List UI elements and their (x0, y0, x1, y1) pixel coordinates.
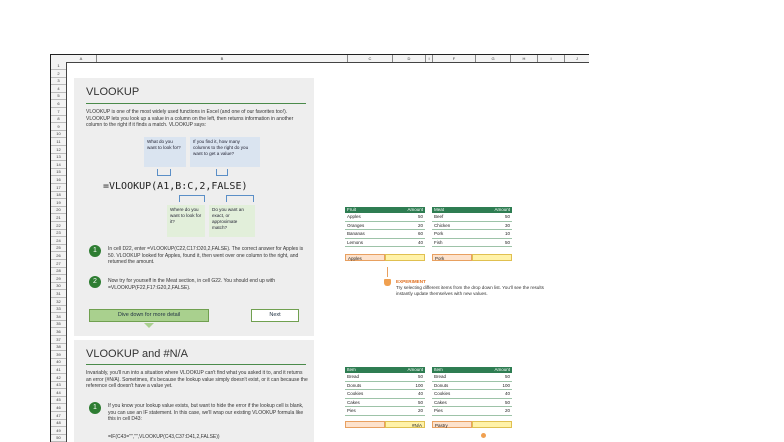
column-header[interactable]: D (393, 55, 426, 62)
row-header[interactable]: 6 (51, 100, 66, 108)
row-header[interactable]: 19 (51, 199, 66, 207)
table-row[interactable]: Bananas 60 (345, 230, 425, 239)
vlookup-syntax: =VLOOKUP(A1,B:C,2,FALSE) (103, 181, 248, 192)
column-header[interactable]: H (511, 55, 538, 62)
column-header[interactable]: J (565, 55, 589, 62)
row-header[interactable]: 22 (51, 222, 66, 230)
column-header[interactable]: I (538, 55, 565, 62)
na-title: VLOOKUP and #N/A (86, 348, 188, 360)
bracket-table-range (179, 195, 205, 202)
item-2-lookup-result[interactable] (472, 421, 512, 428)
item-table-2 (432, 367, 512, 416)
step-2-text: Now try for yourself in the Meat section, in cell G22. You should end up with =VLOOKUP(F22,F17:G20,2,FALSE). (108, 278, 276, 291)
row-header[interactable]: 40 (51, 358, 66, 366)
table-row[interactable]: Donuts 100 (432, 382, 512, 391)
experiment-text: Try selecting different items from the drop down list. You'll see the results instantly update themselves with new values. (396, 285, 544, 296)
row-header[interactable]: 28 (51, 267, 66, 275)
table-row[interactable]: Lemons 40 (345, 239, 425, 248)
chevron-down-icon (144, 323, 154, 328)
title-underline (86, 103, 306, 104)
column-header[interactable]: G (476, 55, 511, 62)
row-header[interactable]: 18 (51, 191, 66, 199)
row-header[interactable]: 49 (51, 427, 66, 435)
vlookup-title: VLOOKUP (86, 86, 140, 98)
callout-where-to-look: Where do you want to look for it? (167, 205, 205, 237)
na-intro: Invariably, you'll run into a situation where VLOOKUP can't find what you asked it to, and it returns an error (#N/A). Sometimes, it's because the lookup value simply doesn't exist, or it can because the reference cell doesn't have a value yet. (86, 370, 308, 389)
fruit-lookup-dropdown[interactable]: Apples (345, 254, 385, 261)
column-header[interactable]: C (348, 55, 393, 62)
row-header[interactable]: 20 (51, 206, 66, 214)
row-header[interactable]: 48 (51, 419, 66, 427)
row-header[interactable]: 36 (51, 328, 66, 336)
na-step-1-text: If you know your lookup value exists, but want to hide the error if the lookup cell is blank, you can use an IF statement. In this case, we'll wrap our existing VLOOKUP formula like this in cell D43: (108, 403, 304, 422)
fruit-table (345, 207, 425, 247)
table-row[interactable]: Cakes 50 (345, 399, 425, 408)
row-header[interactable]: 5 (51, 92, 66, 100)
row-header[interactable]: 7 (51, 108, 66, 116)
table-row[interactable]: Cookies 40 (345, 390, 425, 399)
row-header[interactable]: 12 (51, 146, 66, 154)
title-underline (86, 364, 306, 365)
row-header[interactable]: 37 (51, 336, 66, 344)
table-row[interactable]: Apples 50 (345, 213, 425, 222)
column-header[interactable]: A (66, 55, 97, 62)
header-amount[interactable]: Amount (494, 207, 510, 212)
row-header[interactable]: 38 (51, 343, 66, 351)
table-row[interactable]: Pies 20 (345, 407, 425, 416)
table-row[interactable]: Pies 20 (432, 407, 512, 416)
table-row[interactable]: Bread 50 (432, 373, 512, 382)
row-header[interactable]: 45 (51, 396, 66, 404)
header-amount[interactable]: Amount (407, 367, 423, 372)
row-header[interactable]: 23 (51, 229, 66, 237)
row-header[interactable]: 2 (51, 70, 66, 78)
bracket-lookup-value (157, 169, 171, 176)
na-formula: =IF(C43="","",VLOOKUP(C43,C37:D41,2,FALSE)) (108, 434, 220, 440)
row-header[interactable]: 24 (51, 237, 66, 245)
table-row[interactable]: Pork 10 (432, 230, 512, 239)
row-header[interactable]: 27 (51, 260, 66, 268)
row-header[interactable]: 47 (51, 412, 66, 420)
item-1-lookup-result[interactable]: #N/A (385, 421, 425, 428)
next-button[interactable]: Next (251, 309, 299, 322)
row-headers (51, 62, 67, 442)
item-2-lookup-dropdown[interactable]: Pastry (432, 421, 472, 428)
experiment-connector (387, 267, 388, 277)
table-row[interactable]: Donuts 100 (345, 382, 425, 391)
row-header[interactable]: 21 (51, 214, 66, 222)
row-header[interactable]: 31 (51, 290, 66, 298)
row-header[interactable]: 30 (51, 282, 66, 290)
row-header[interactable]: 14 (51, 161, 66, 169)
row-header[interactable]: 35 (51, 320, 66, 328)
row-header[interactable]: 10 (51, 130, 66, 138)
step-2-badge: 2 (89, 276, 101, 288)
header-item[interactable]: Item (434, 367, 443, 372)
row-header[interactable]: 46 (51, 404, 66, 412)
callout-match-type: Do you want an exact, or approximate match? (209, 205, 255, 237)
table-row[interactable]: Chicken 30 (432, 222, 512, 231)
bracket-match-type (226, 195, 254, 202)
row-header[interactable]: 25 (51, 244, 66, 252)
meat-lookup-dropdown[interactable]: Pork (432, 254, 472, 261)
experiment-marker-icon (481, 433, 486, 438)
row-header[interactable]: 16 (51, 176, 66, 184)
na-step-1-badge: 1 (89, 402, 101, 414)
dive-down-button[interactable]: Dive down for more detail (89, 309, 209, 322)
row-header[interactable]: 8 (51, 115, 66, 123)
step-1-text: In cell D22, enter =VLOOKUP(C22,C17:D20,2,FALSE). The correct answer for Apples is 50. VLOOKUP looked for Apples, found it, then went over one column to the right, and returned the amount. (108, 246, 304, 265)
row-header[interactable]: 39 (51, 351, 66, 359)
step-1-badge: 1 (89, 245, 101, 257)
row-header[interactable]: 32 (51, 298, 66, 306)
table-row[interactable]: Bread 50 (345, 373, 425, 382)
table-row[interactable]: Beef 50 (432, 213, 512, 222)
table-row[interactable]: Oranges 20 (345, 222, 425, 231)
header-fruit[interactable]: Fruit (347, 207, 356, 212)
table-row[interactable]: Cookies 40 (432, 390, 512, 399)
table-row[interactable]: Fish 50 (432, 239, 512, 248)
header-meat[interactable]: Meat (434, 207, 445, 212)
row-header[interactable]: 29 (51, 275, 66, 283)
row-header[interactable]: 50 (51, 434, 66, 442)
row-header[interactable]: 4 (51, 85, 66, 93)
vlookup-intro: VLOOKUP is one of the most widely used functions in Excel (and one of our favorites too!). VLOOKUP lets you look up a value in a column on the left, then returns information in another column to the right if it finds a match. VLOOKUP says: (86, 109, 294, 128)
header-amount[interactable]: Amount (407, 207, 423, 212)
meat-table (432, 207, 512, 247)
row-header[interactable]: 26 (51, 252, 66, 260)
bracket-column-index (216, 169, 228, 176)
spreadsheet-grid[interactable] (50, 54, 589, 442)
fruit-lookup-result[interactable] (385, 254, 425, 261)
experiment-label: EXPERIMENT (396, 279, 426, 284)
row-header[interactable]: 42 (51, 374, 66, 382)
row-header[interactable]: 9 (51, 123, 66, 131)
row-header[interactable]: 3 (51, 77, 66, 85)
header-item[interactable]: Item (347, 367, 356, 372)
callout-columns-right: If you find it, how many columns to the right do you want to get a value? (190, 137, 260, 167)
row-header[interactable]: 13 (51, 153, 66, 161)
callout-what-to-look-for: What do you want to look for? (144, 137, 186, 167)
row-header[interactable]: 11 (51, 138, 66, 146)
column-header[interactable]: I (426, 55, 433, 62)
row-header[interactable]: 17 (51, 184, 66, 192)
row-header[interactable]: 33 (51, 305, 66, 313)
item-table-1 (345, 367, 425, 416)
header-amount[interactable]: Amount (494, 367, 510, 372)
column-header[interactable]: F (433, 55, 476, 62)
flask-icon (384, 279, 391, 286)
row-header[interactable]: 44 (51, 389, 66, 397)
meat-lookup-result[interactable] (472, 254, 512, 261)
item-1-lookup-dropdown[interactable] (345, 421, 385, 428)
column-header[interactable]: B (97, 55, 348, 62)
column-headers (51, 55, 589, 63)
row-header[interactable]: 41 (51, 366, 66, 374)
row-header[interactable]: 43 (51, 381, 66, 389)
row-header[interactable]: 34 (51, 313, 66, 321)
row-header[interactable]: 1 (51, 62, 66, 70)
row-header[interactable]: 15 (51, 168, 66, 176)
table-row[interactable]: Cakes 50 (432, 399, 512, 408)
